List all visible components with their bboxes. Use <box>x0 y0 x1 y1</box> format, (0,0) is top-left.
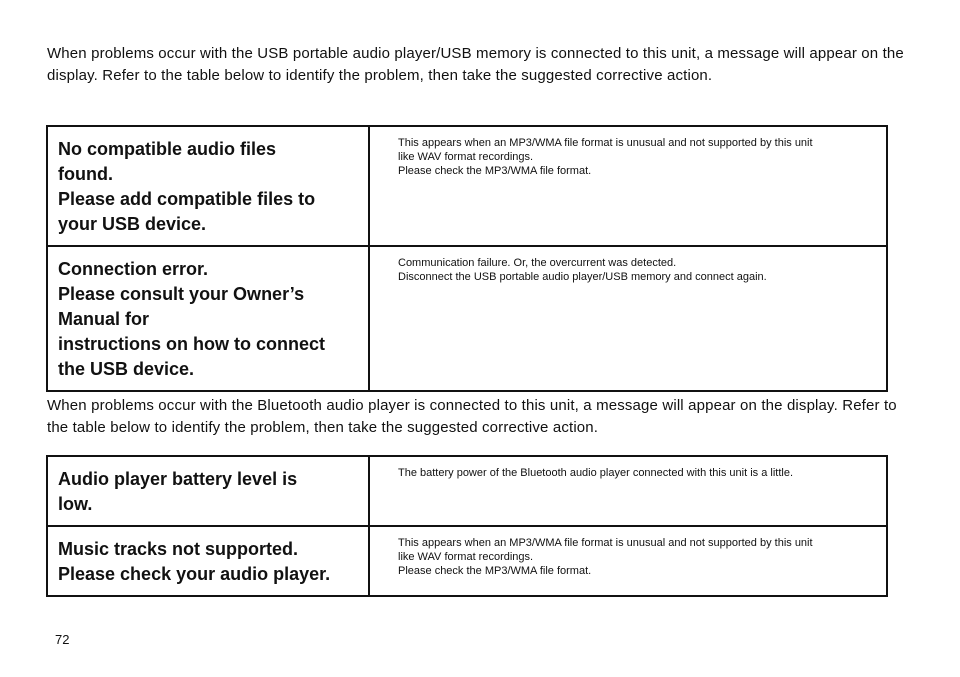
description-text: This appears when an MP3/WMA file format is unusual and not supported by this unit <box>398 137 813 149</box>
description-text: This appears when an MP3/WMA file format is unusual and not supported by this unit <box>398 537 813 549</box>
message-text: instructions on how to connect <box>58 334 325 354</box>
message-text: low. <box>58 494 93 514</box>
message-cell <box>47 246 369 391</box>
message-text: Please add compatible files to <box>58 189 316 209</box>
message-text: the USB device. <box>58 359 195 379</box>
message-text: No compatible audio files <box>58 139 277 159</box>
usb-intro-paragraph: When problems occur with the USB portable audio player/USB memory is connected to this unit, a message will appear on the display. Refer to the table below to identify the problem, then take the suggested corrective action. <box>47 45 904 84</box>
description-text: Disconnect the USB portable audio player/USB memory and connect again. <box>398 271 767 283</box>
description-text: The battery power of the Bluetooth audio player connected with this unit is a little. <box>398 467 794 479</box>
message-cell <box>47 526 369 596</box>
message-text: found. <box>58 164 113 184</box>
message-text: your USB device. <box>58 214 207 234</box>
message-text: Please consult your Owner’s <box>58 284 305 304</box>
description-cell <box>369 456 887 526</box>
description-text: Please check the MP3/WMA file format. <box>398 565 592 577</box>
bluetooth-message-table <box>46 455 888 597</box>
page-number: 72 <box>55 632 70 647</box>
message-cell <box>47 126 369 246</box>
table-row <box>47 246 887 391</box>
description-text: Please check the MP3/WMA file format. <box>398 165 592 177</box>
message-text: Connection error. <box>58 259 209 279</box>
description-cell <box>369 246 887 391</box>
message-text: Please check your audio player. <box>58 564 331 584</box>
table-row <box>47 126 887 246</box>
message-cell <box>47 456 369 526</box>
table-row <box>47 526 887 596</box>
table-row <box>47 456 887 526</box>
description-cell <box>369 526 887 596</box>
description-text: like WAV format recordings. <box>398 151 534 163</box>
description-text: Communication failure. Or, the overcurrent was detected. <box>398 257 677 269</box>
message-text: Audio player battery level is <box>58 469 298 489</box>
message-text: Music tracks not supported. <box>58 539 299 559</box>
bluetooth-intro-paragraph: When problems occur with the Bluetooth audio player is connected to this unit, a message will appear on the display. Refer to the table below to identify the problem, then take the suggested corrective action. <box>47 397 897 436</box>
usb-message-table <box>46 125 888 392</box>
message-text: Manual for <box>58 309 150 329</box>
description-text: like WAV format recordings. <box>398 551 534 563</box>
description-cell <box>369 126 887 246</box>
